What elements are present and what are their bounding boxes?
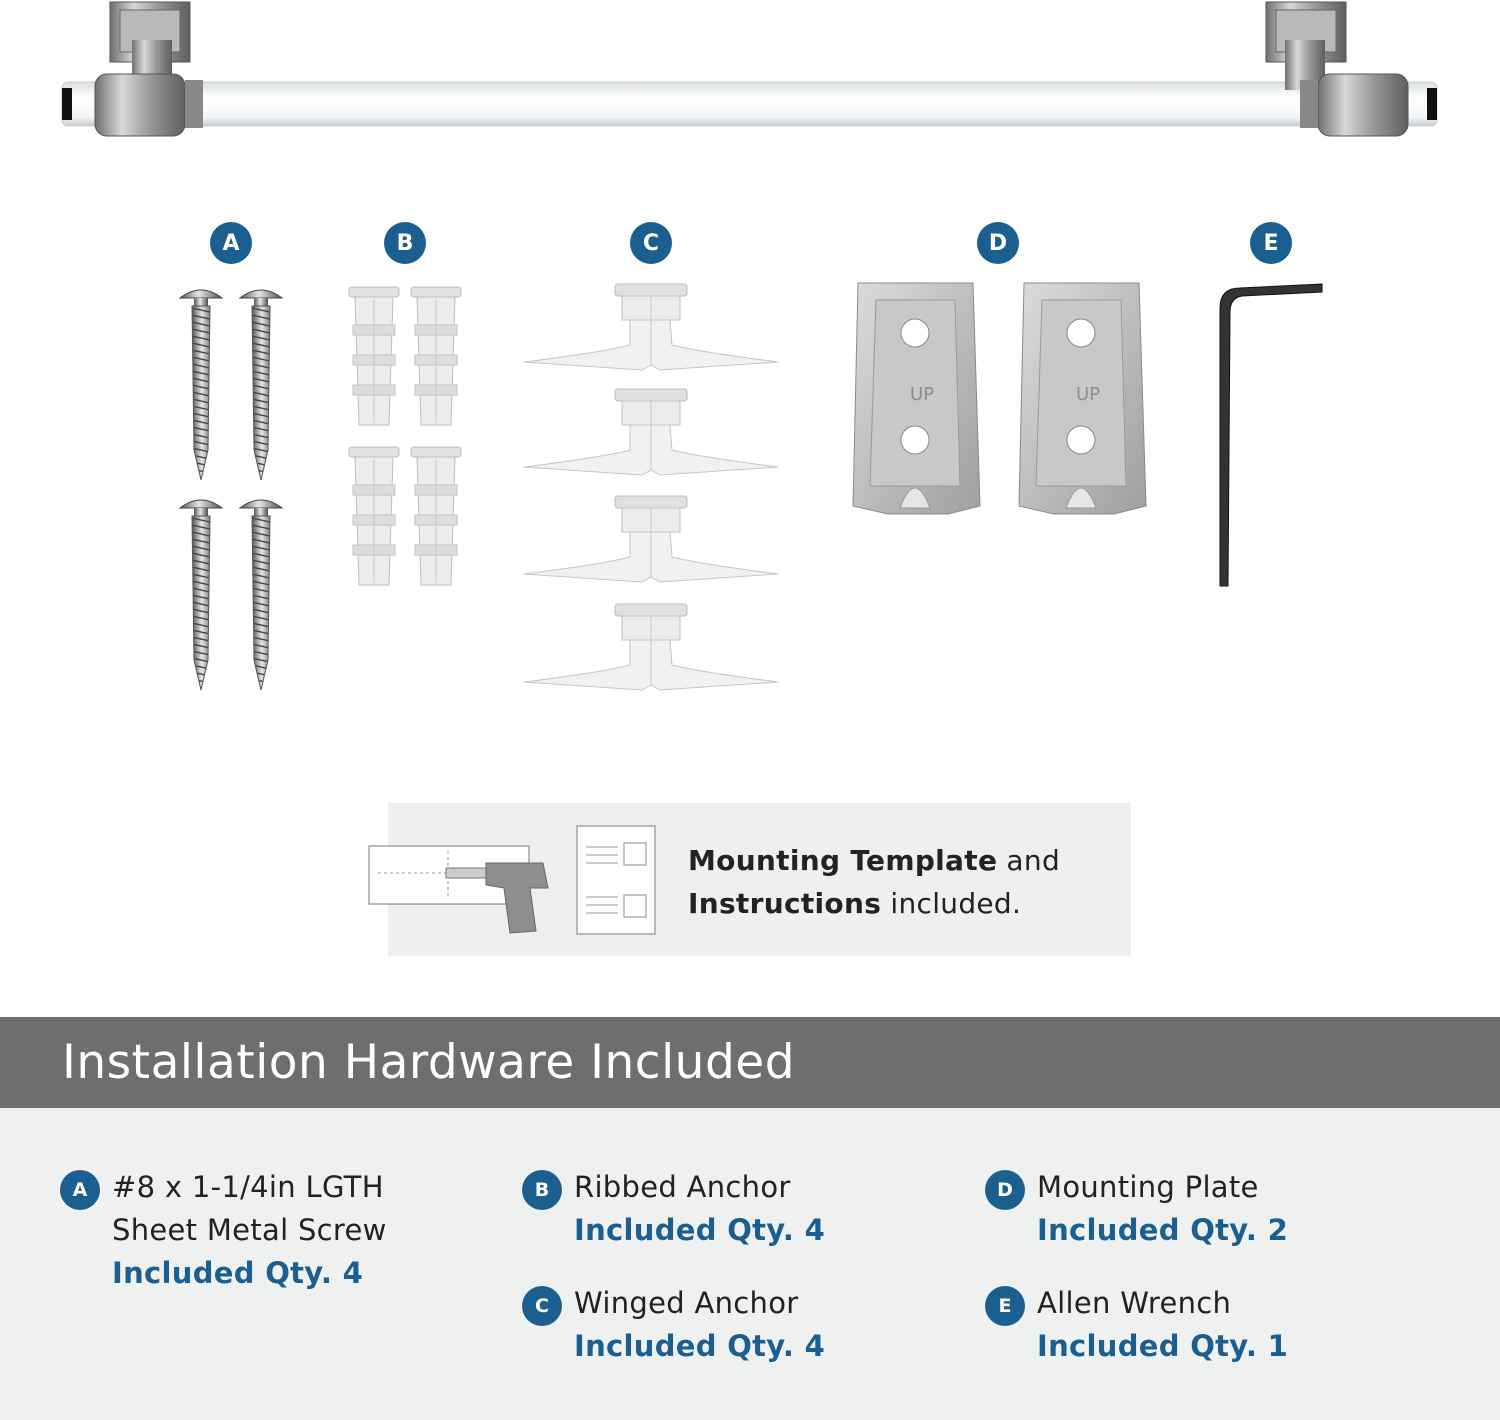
item-a-qty: Included Qty. 4	[112, 1256, 364, 1290]
sheet-metal-screws-illustration	[170, 280, 295, 695]
winged-anchors-illustration	[520, 280, 785, 700]
hardware-list	[0, 1108, 1500, 1420]
item-d-qty: Included Qty. 2	[1037, 1213, 1289, 1247]
item-b-name: Ribbed Anchor	[574, 1170, 791, 1204]
item-e-qty: Included Qty. 1	[1037, 1329, 1289, 1363]
plate-up-marking-right: UP	[1076, 384, 1101, 405]
mounting-template-note	[388, 803, 1131, 956]
allen-wrench-illustration	[1210, 278, 1330, 596]
mounting-plates-illustration	[848, 278, 1150, 520]
item-e-name: Allen Wrench	[1037, 1286, 1232, 1320]
included-text: included.	[881, 887, 1022, 920]
hardware-header	[0, 1017, 1500, 1108]
instructions-document-icon	[576, 825, 656, 935]
item-b-badge: B	[522, 1170, 562, 1210]
instructions-label: Instructions	[688, 887, 882, 920]
item-a-name-line1: #8 x 1-1/4in LGTH	[112, 1170, 384, 1204]
part-e-badge: E	[1250, 222, 1292, 264]
item-a-badge: A	[60, 1170, 100, 1210]
template-text	[688, 839, 1060, 925]
part-c-badge: C	[630, 222, 672, 264]
item-b-qty: Included Qty. 4	[574, 1213, 826, 1247]
plate-up-marking-left: UP	[910, 384, 935, 405]
part-d-badge: D	[977, 222, 1019, 264]
template-connector: and	[997, 844, 1061, 877]
item-a-name-line2: Sheet Metal Screw	[112, 1213, 387, 1247]
item-d-name: Mounting Plate	[1037, 1170, 1259, 1204]
template-label: Mounting Template	[688, 844, 998, 877]
item-e-badge: E	[985, 1286, 1025, 1326]
ribbed-anchors-illustration	[345, 285, 470, 595]
part-b-badge: B	[384, 222, 426, 264]
drill-icon	[368, 843, 553, 943]
part-a-badge: A	[210, 222, 252, 264]
towel-bar-illustration	[0, 0, 1500, 150]
item-c-qty: Included Qty. 4	[574, 1329, 826, 1363]
item-d-badge: D	[985, 1170, 1025, 1210]
hardware-title: Installation Hardware Included	[62, 1035, 796, 1090]
item-c-name: Winged Anchor	[574, 1286, 799, 1320]
item-c-badge: C	[522, 1286, 562, 1326]
